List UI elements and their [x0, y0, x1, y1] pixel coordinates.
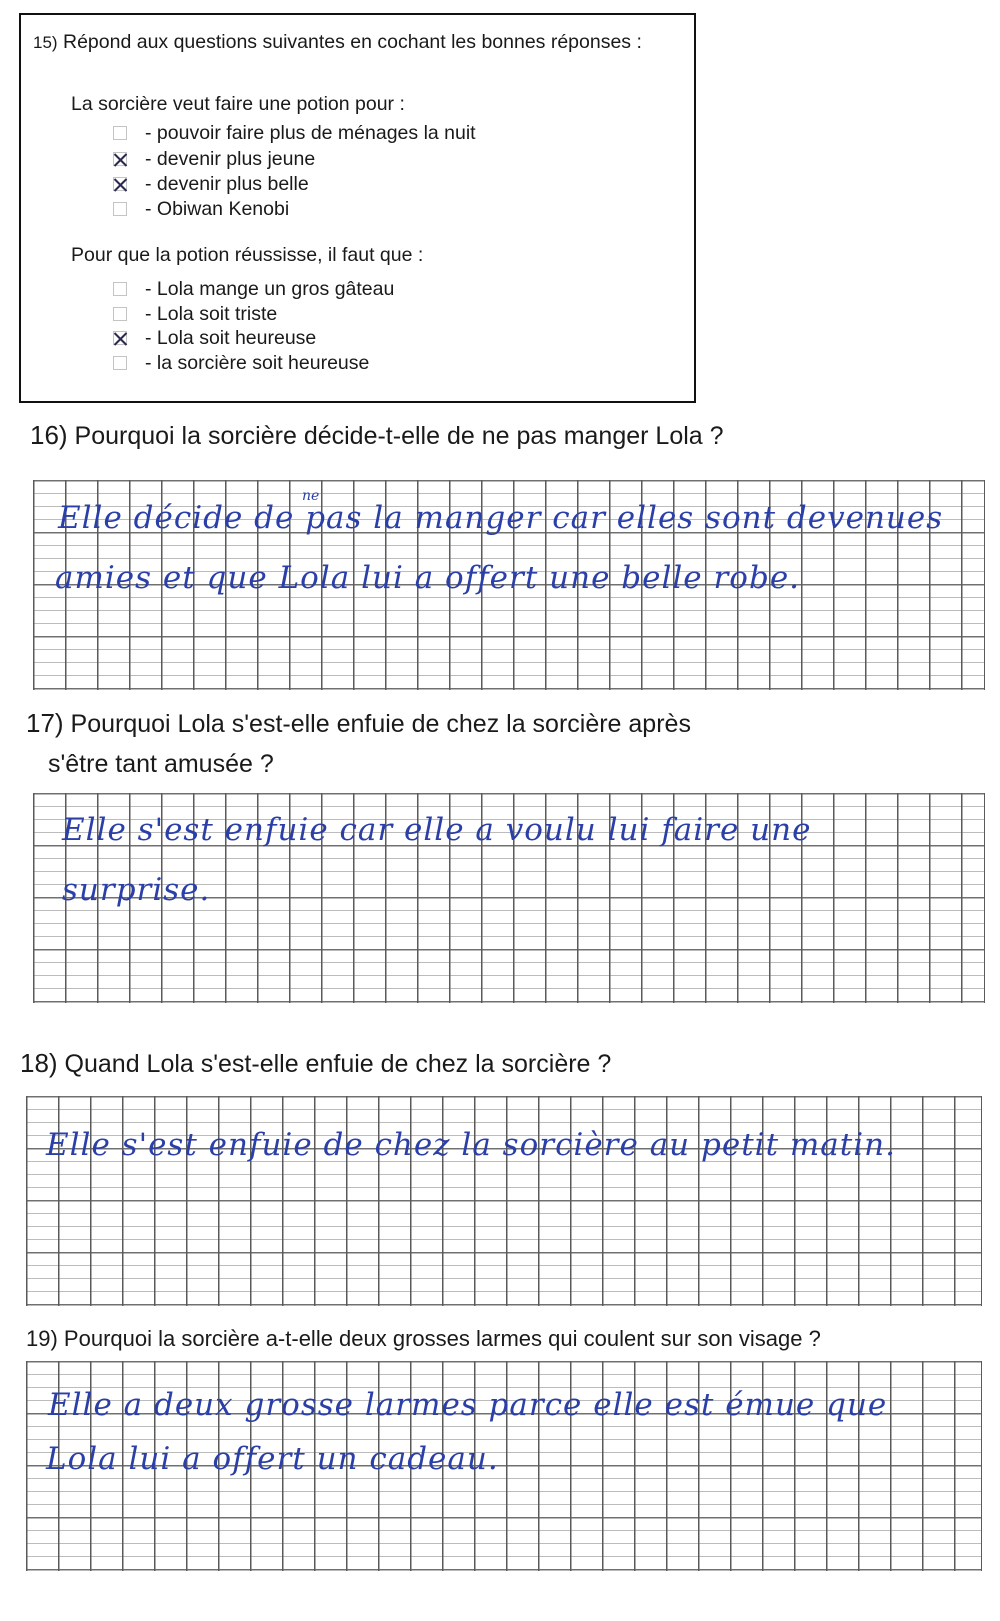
- question-18-text: 18) Quand Lola s'est-elle enfuie de chez la sorcière ?: [20, 1048, 612, 1078]
- part-1-prompt: La sorcière veut faire une potion pour :: [71, 93, 405, 115]
- checkbox[interactable]: [113, 356, 127, 370]
- question-17-text-line-1: 17) Pourquoi Lola s'est-elle enfuie de chez la sorcière après: [26, 708, 691, 738]
- checkbox[interactable]: [113, 282, 127, 296]
- question-17-text-line-2: s'être tant amusée ?: [48, 750, 274, 778]
- answer-18-line-1: Elle s'est enfuie de chez la sorcière au petit matin.: [46, 1127, 896, 1163]
- answer-17-line-2: surprise.: [62, 872, 211, 908]
- part-1-option-4[interactable]: - Obiwan Kenobi: [113, 197, 289, 221]
- question-15-box: [19, 13, 696, 403]
- checkbox[interactable]: [113, 202, 127, 216]
- part-2-option-1[interactable]: - Lola mange un gros gâteau: [113, 277, 394, 301]
- question-19-text: 19) Pourquoi la sorcière a-t-elle deux grosses larmes qui coulent sur son visage ?: [26, 1326, 821, 1351]
- part-2-option-2[interactable]: - Lola soit triste: [113, 302, 277, 326]
- part-2-prompt: Pour que la potion réussisse, il faut que :: [71, 244, 424, 266]
- question-16-text: 16) Pourquoi la sorcière décide-t-elle de ne pas manger Lola ?: [30, 420, 724, 450]
- checkbox-checked[interactable]: [113, 331, 127, 345]
- question-15-text: 15) Répond aux questions suivantes en cochant les bonnes réponses :: [33, 31, 642, 53]
- checkbox[interactable]: [113, 126, 127, 140]
- answer-16-line-1: Elle décide de pas la manger car elles sont devenues: [58, 500, 944, 536]
- part-1-option-1[interactable]: - pouvoir faire plus de ménages la nuit: [113, 121, 476, 145]
- answer-17-line-1: Elle s'est enfuie car elle a voulu lui faire une: [62, 812, 812, 848]
- answer-16-insert: ne: [302, 488, 320, 504]
- answer-19-line-2: Lola lui a offert un cadeau.: [46, 1441, 499, 1477]
- part-2-option-3[interactable]: - Lola soit heureuse: [113, 326, 316, 350]
- checkbox-checked[interactable]: [113, 177, 127, 191]
- question-15-number: 15): [33, 33, 58, 52]
- answer-16-line-2: amies et que Lola lui a offert une belle robe.: [55, 560, 801, 596]
- part-1-option-3[interactable]: - devenir plus belle: [113, 172, 309, 196]
- answer-19-line-1: Elle a deux grosse larmes parce elle est émue que: [48, 1387, 888, 1423]
- part-1-option-2[interactable]: - devenir plus jeune: [113, 147, 315, 171]
- checkbox[interactable]: [113, 307, 127, 321]
- checkbox-checked[interactable]: [113, 152, 127, 166]
- part-2-option-4[interactable]: - la sorcière soit heureuse: [113, 351, 369, 375]
